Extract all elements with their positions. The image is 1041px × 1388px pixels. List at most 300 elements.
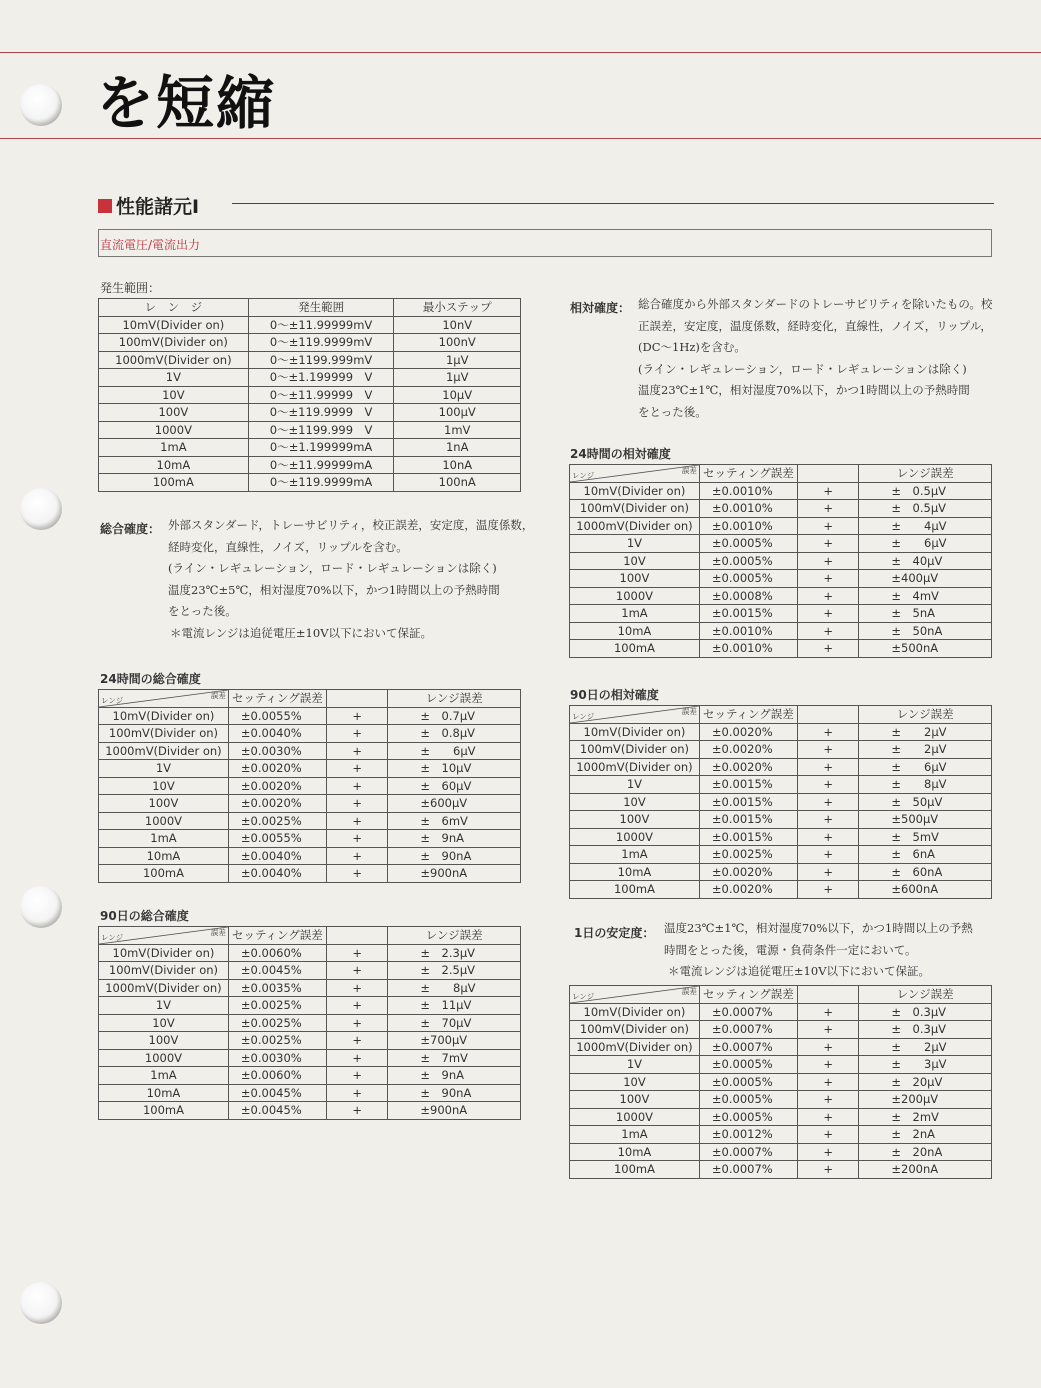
binder-hole: [20, 488, 62, 530]
acc90-rel-table: [569, 705, 992, 899]
range-axis-label: レンジ: [101, 932, 124, 942]
range-cell: 100mV(Divider on): [570, 741, 700, 759]
plus-cell: +: [326, 812, 388, 830]
section-marker-icon: [98, 199, 112, 213]
setting-error-cell: ±0.0010%: [699, 482, 797, 500]
range-cell: 1mA: [570, 605, 700, 623]
text-line: (ライン・レギュレーション，ロード・レギュレーションは除く): [638, 361, 967, 376]
binder-hole: [20, 84, 62, 126]
plus-cell: +: [797, 570, 859, 588]
range-cell: 10mA: [570, 863, 700, 881]
range-error-cell: ± 9nA: [388, 1067, 521, 1085]
range-error-cell: ±900nA: [388, 1102, 521, 1120]
range-error-cell: ± 90nA: [388, 1084, 521, 1102]
table-row: [570, 1108, 992, 1126]
table-row: [570, 622, 992, 640]
setting-error-cell: ±0.0020%: [699, 863, 797, 881]
setting-error-cell: ±0.0020%: [699, 758, 797, 776]
setting-error-cell: ±0.0025%: [699, 846, 797, 864]
text-line: をとった後。: [168, 604, 237, 618]
range-cell: 1mA: [570, 1126, 700, 1144]
table-row: [570, 1161, 992, 1179]
header-row: [570, 465, 992, 483]
table-cell: 10mV(Divider on): [99, 316, 249, 334]
table-row: [570, 811, 992, 829]
range-error-cell: ± 0.3μV: [859, 1021, 992, 1039]
range-cell: 10V: [99, 1014, 229, 1032]
range-error-cell: ±600μV: [388, 795, 521, 813]
section-title: 性能諸元Ⅰ: [116, 196, 200, 218]
table-row: [570, 723, 992, 741]
range-cell: 100V: [570, 570, 700, 588]
total-accuracy-text: [168, 515, 533, 644]
plus-cell: +: [797, 622, 859, 640]
range-error-cell: ± 6μV: [859, 758, 992, 776]
subtitle: 直流電圧/電流出力: [100, 238, 201, 252]
range-error-cell: ± 4μV: [859, 517, 992, 535]
table-cell: 0～±119.9999mV: [248, 334, 394, 352]
stability-text: [664, 918, 973, 983]
header-row: [99, 927, 521, 945]
table-cell: 1mV: [394, 421, 521, 439]
plus-cell: +: [326, 944, 388, 962]
plus-cell: +: [797, 1126, 859, 1144]
plus-cell: +: [797, 758, 859, 776]
range-error-cell: ± 5mV: [859, 828, 992, 846]
table-cell: 0～±11.99999mA: [248, 456, 394, 474]
range-error-cell: ± 3μV: [859, 1056, 992, 1074]
error-axis-label: 誤差: [210, 928, 226, 937]
setting-error-cell: ±0.0060%: [228, 944, 326, 962]
plus-cell: +: [326, 795, 388, 813]
setting-error-cell: ±0.0005%: [699, 570, 797, 588]
plus-cell: +: [797, 640, 859, 658]
col-header-blank: [326, 927, 388, 945]
table-row: [570, 846, 992, 864]
range-error-cell: ±200nA: [859, 1161, 992, 1179]
range-cell: 1000V: [570, 1108, 700, 1126]
plus-cell: +: [797, 811, 859, 829]
plus-cell: +: [797, 552, 859, 570]
setting-error-cell: ±0.0030%: [228, 742, 326, 760]
col-header-blank: [797, 706, 859, 724]
table-cell: 10nA: [394, 456, 521, 474]
table-cell: 1μV: [394, 369, 521, 387]
range-error-cell: ± 6nA: [859, 846, 992, 864]
table-row: [99, 830, 521, 848]
plus-cell: +: [326, 725, 388, 743]
setting-error-cell: ±0.0010%: [699, 517, 797, 535]
range-error-cell: ± 2μV: [859, 741, 992, 759]
col-header-range-error: レンジ誤差: [388, 690, 521, 708]
range-error-cell: ± 0.3μV: [859, 1003, 992, 1021]
range-cell: 1000V: [570, 587, 700, 605]
table-row: [570, 587, 992, 605]
range-error-cell: ±400μV: [859, 570, 992, 588]
text-line: 正誤差，安定度，温度係数，経時変化，直線性，ノイズ，リップル，: [638, 318, 992, 333]
plus-cell: +: [326, 1067, 388, 1085]
table-row: [570, 517, 992, 535]
range-error-cell: ± 0.5μV: [859, 500, 992, 518]
setting-error-cell: ±0.0035%: [228, 979, 326, 997]
diagonal-header-cell: [99, 690, 229, 708]
plus-cell: +: [797, 828, 859, 846]
range-cell: 100mV(Divider on): [570, 1021, 700, 1039]
table-cell: 0～±11.99999mV: [248, 316, 394, 334]
plus-cell: +: [326, 742, 388, 760]
plus-cell: +: [797, 517, 859, 535]
table-cell: 1mA: [99, 439, 249, 457]
range-cell: 1000mV(Divider on): [570, 1038, 700, 1056]
text-line: (ライン・レギュレーション，ロード・レギュレーションは除く): [168, 561, 497, 575]
range-cell: 10V: [570, 793, 700, 811]
text-line: 温度23℃±1℃，相対湿度70%以下，かつ1時間以上の予熱: [664, 921, 973, 935]
range-cell: 100mA: [570, 1161, 700, 1179]
acc90-total-table: [98, 926, 521, 1120]
plus-cell: +: [326, 1049, 388, 1067]
table-row: [99, 847, 521, 865]
plus-cell: +: [797, 1056, 859, 1074]
setting-error-cell: ±0.0010%: [699, 500, 797, 518]
range-error-cell: ± 2μV: [859, 723, 992, 741]
table-row: [570, 1038, 992, 1056]
table-cell: 10mA: [99, 456, 249, 474]
table-row: [570, 605, 992, 623]
range-error-cell: ±600nA: [859, 881, 992, 899]
range-cell: 10mV(Divider on): [99, 707, 229, 725]
setting-error-cell: ±0.0012%: [699, 1126, 797, 1144]
table-row: [99, 474, 521, 492]
plus-cell: +: [326, 1014, 388, 1032]
table-cell: 0～±1199.999mV: [248, 351, 394, 369]
setting-error-cell: ±0.0020%: [228, 777, 326, 795]
plus-cell: +: [326, 760, 388, 778]
error-axis-label: 誤差: [681, 466, 697, 475]
range-cell: 1V: [570, 535, 700, 553]
error-axis-label: 誤差: [681, 707, 697, 716]
setting-error-cell: ±0.0030%: [228, 1049, 326, 1067]
range-error-cell: ± 70μV: [388, 1014, 521, 1032]
range-cell: 1mA: [99, 830, 229, 848]
text-line: をとった後。: [638, 404, 707, 419]
range-cell: 100mV(Divider on): [570, 500, 700, 518]
table-row: [570, 758, 992, 776]
setting-error-cell: ±0.0007%: [699, 1021, 797, 1039]
table-row: [99, 944, 521, 962]
col-header-blank: [326, 690, 388, 708]
setting-error-cell: ±0.0040%: [228, 847, 326, 865]
table-row: [99, 865, 521, 883]
setting-error-cell: ±0.0045%: [228, 1084, 326, 1102]
range-error-cell: ± 40μV: [859, 552, 992, 570]
table-row: [99, 439, 521, 457]
plus-cell: +: [797, 741, 859, 759]
table-cell: 100V: [99, 404, 249, 422]
table-row: [99, 1102, 521, 1120]
table-cell: 1V: [99, 369, 249, 387]
setting-error-cell: ±0.0045%: [228, 1102, 326, 1120]
table-row: [99, 997, 521, 1015]
table-cell: 100mA: [99, 474, 249, 492]
setting-error-cell: ±0.0015%: [699, 811, 797, 829]
table-row: [99, 1084, 521, 1102]
col-header: 発生範囲: [248, 299, 394, 317]
plus-cell: +: [797, 863, 859, 881]
table-row: [570, 863, 992, 881]
generation-table: [98, 298, 521, 492]
range-cell: 100V: [99, 795, 229, 813]
col-header-setting: セッティング誤差: [699, 706, 797, 724]
range-error-cell: ± 2μV: [859, 1038, 992, 1056]
range-cell: 100V: [570, 811, 700, 829]
binder-hole: [20, 886, 62, 928]
table-cell: 1000mV(Divider on): [99, 351, 249, 369]
table-cell: 0～±11.99999 V: [248, 386, 394, 404]
diagonal-header-cell: [570, 706, 700, 724]
range-cell: 1000mV(Divider on): [99, 742, 229, 760]
col-header-range-error: レンジ誤差: [388, 927, 521, 945]
text-line: 経時変化，直線性，ノイズ，リップルを含む。: [168, 539, 408, 554]
range-cell: 1000V: [570, 828, 700, 846]
plus-cell: +: [326, 830, 388, 848]
setting-error-cell: ±0.0040%: [228, 865, 326, 883]
range-cell: 100mV(Divider on): [99, 725, 229, 743]
relative-accuracy-text: [638, 294, 992, 423]
plus-cell: +: [797, 723, 859, 741]
error-axis-label: 誤差: [210, 691, 226, 700]
text-line: 温度23℃±1℃，相対湿度70%以下，かつ1時間以上の予熱時間: [638, 383, 970, 397]
table-row: [99, 962, 521, 980]
plus-cell: +: [326, 707, 388, 725]
range-error-cell: ± 20μV: [859, 1073, 992, 1091]
range-cell: 1V: [570, 1056, 700, 1074]
range-cell: 1000V: [99, 812, 229, 830]
table-row: [570, 741, 992, 759]
plus-cell: +: [326, 847, 388, 865]
range-cell: 100mV(Divider on): [99, 962, 229, 980]
range-error-cell: ± 5nA: [859, 605, 992, 623]
range-cell: 10mV(Divider on): [570, 723, 700, 741]
setting-error-cell: ±0.0020%: [699, 881, 797, 899]
range-error-cell: ± 50nA: [859, 622, 992, 640]
setting-error-cell: ±0.0055%: [228, 830, 326, 848]
range-axis-label: レンジ: [572, 470, 595, 480]
text-line: (DC～1Hz)を含む。: [638, 340, 746, 354]
header-rule-top: [0, 52, 1041, 53]
acc24-total-table: [98, 689, 521, 883]
table-cell: 0～±1.199999mA: [248, 439, 394, 457]
setting-error-cell: ±0.0005%: [699, 1073, 797, 1091]
table-row: [570, 1143, 992, 1161]
setting-error-cell: ±0.0045%: [228, 962, 326, 980]
header-row: [570, 986, 992, 1004]
section-rule: [232, 203, 994, 204]
acc90-rel-title: 90日の相対確度: [570, 688, 659, 702]
range-error-cell: ±900nA: [388, 865, 521, 883]
setting-error-cell: ±0.0055%: [228, 707, 326, 725]
range-cell: 10V: [570, 552, 700, 570]
plus-cell: +: [797, 846, 859, 864]
range-error-cell: ± 6μV: [388, 742, 521, 760]
binder-hole: [20, 1282, 62, 1324]
relative-accuracy-label: 相対確度：: [570, 301, 631, 315]
range-cell: 1mA: [570, 846, 700, 864]
table-cell: 100μV: [394, 404, 521, 422]
range-error-cell: ± 7mV: [388, 1049, 521, 1067]
range-error-cell: ± 4mV: [859, 587, 992, 605]
table-row: [99, 421, 521, 439]
table-row: [570, 552, 992, 570]
table-cell: 1000V: [99, 421, 249, 439]
setting-error-cell: ±0.0060%: [228, 1067, 326, 1085]
table-row: [99, 1067, 521, 1085]
range-cell: 1V: [99, 760, 229, 778]
range-axis-label: レンジ: [572, 711, 595, 721]
range-error-cell: ± 2nA: [859, 1126, 992, 1144]
table-row: [570, 1073, 992, 1091]
plus-cell: +: [326, 1102, 388, 1120]
setting-error-cell: ±0.0007%: [699, 1161, 797, 1179]
table-cell: 100nA: [394, 474, 521, 492]
acc90-total-title: 90日の総合確度: [100, 909, 189, 923]
table-cell: 0～±1.199999 V: [248, 369, 394, 387]
setting-error-cell: ±0.0007%: [699, 1143, 797, 1161]
range-cell: 100mA: [570, 881, 700, 899]
range-cell: 1000V: [99, 1049, 229, 1067]
plus-cell: +: [797, 605, 859, 623]
range-error-cell: ± 0.8μV: [388, 725, 521, 743]
range-error-cell: ± 2.5μV: [388, 962, 521, 980]
range-cell: 10V: [570, 1073, 700, 1091]
col-header-range-error: レンジ誤差: [859, 465, 992, 483]
table-cell: 0～±1199.999 V: [248, 421, 394, 439]
plus-cell: +: [326, 1032, 388, 1050]
range-cell: 1000mV(Divider on): [570, 758, 700, 776]
plus-cell: +: [326, 997, 388, 1015]
table-row: [99, 351, 521, 369]
total-accuracy-label: 総合確度：: [100, 522, 161, 536]
setting-error-cell: ±0.0008%: [699, 587, 797, 605]
text-line: 時間をとった後，電源・負荷条件一定において。: [664, 942, 917, 957]
table-row: [99, 386, 521, 404]
table-cell: 10μV: [394, 386, 521, 404]
plus-cell: +: [797, 881, 859, 899]
table-row: [570, 640, 992, 658]
setting-error-cell: ±0.0005%: [699, 1091, 797, 1109]
range-error-cell: ±500μV: [859, 811, 992, 829]
setting-error-cell: ±0.0015%: [699, 605, 797, 623]
setting-error-cell: ±0.0005%: [699, 552, 797, 570]
col-header-range-error: レンジ誤差: [859, 986, 992, 1004]
setting-error-cell: ±0.0007%: [699, 1003, 797, 1021]
range-error-cell: ± 8μV: [388, 979, 521, 997]
table-cell: 1μV: [394, 351, 521, 369]
range-cell: 10mA: [570, 622, 700, 640]
diagonal-header-cell: [570, 465, 700, 483]
table-row: [570, 1126, 992, 1144]
table-row: [570, 1003, 992, 1021]
col-header-setting: セッティング誤差: [228, 690, 326, 708]
setting-error-cell: ±0.0025%: [228, 1032, 326, 1050]
diagonal-header-cell: [570, 986, 700, 1004]
table-row: [570, 1056, 992, 1074]
plus-cell: +: [797, 587, 859, 605]
setting-error-cell: ±0.0025%: [228, 997, 326, 1015]
range-error-cell: ± 0.5μV: [859, 482, 992, 500]
col-header-setting: セッティング誤差: [699, 986, 797, 1004]
col-header: 最小ステップ: [394, 299, 521, 317]
col-header-blank: [797, 986, 859, 1004]
table-row: [570, 776, 992, 794]
table-cell: 1nA: [394, 439, 521, 457]
range-error-cell: ±200μV: [859, 1091, 992, 1109]
plus-cell: +: [797, 1003, 859, 1021]
setting-error-cell: ±0.0020%: [228, 795, 326, 813]
col-header: レ ン ジ: [99, 299, 249, 317]
table-row: [99, 979, 521, 997]
range-cell: 10mV(Divider on): [570, 482, 700, 500]
table-cell: 100mV(Divider on): [99, 334, 249, 352]
range-cell: 1V: [570, 776, 700, 794]
plus-cell: +: [326, 962, 388, 980]
setting-error-cell: ±0.0020%: [228, 760, 326, 778]
generation-label: 発生範囲：: [100, 281, 161, 295]
range-axis-label: レンジ: [572, 991, 595, 1001]
setting-error-cell: ±0.0025%: [228, 812, 326, 830]
plus-cell: +: [797, 1073, 859, 1091]
table-row: [99, 795, 521, 813]
table-cell: 100nV: [394, 334, 521, 352]
table-row: [570, 881, 992, 899]
range-cell: 100mA: [99, 865, 229, 883]
plus-cell: +: [797, 1161, 859, 1179]
range-error-cell: ± 6μV: [859, 535, 992, 553]
range-axis-label: レンジ: [101, 695, 124, 705]
setting-error-cell: ±0.0015%: [699, 776, 797, 794]
col-header-setting: セッティング誤差: [699, 465, 797, 483]
plus-cell: +: [326, 979, 388, 997]
diagonal-header-cell: [99, 927, 229, 945]
range-cell: 1V: [99, 997, 229, 1015]
range-error-cell: ±500nA: [859, 640, 992, 658]
range-cell: 10mA: [99, 1084, 229, 1102]
range-error-cell: ± 11μV: [388, 997, 521, 1015]
col-header-range-error: レンジ誤差: [859, 706, 992, 724]
plus-cell: +: [797, 1143, 859, 1161]
subtitle-box: [98, 229, 992, 257]
table-row: [99, 369, 521, 387]
text-line: ＊電流レンジは追従電圧±10V以下において保証。: [170, 625, 432, 640]
table-cell: 10V: [99, 386, 249, 404]
range-error-cell: ± 60μV: [388, 777, 521, 795]
table-row: [99, 1049, 521, 1067]
plus-cell: +: [797, 482, 859, 500]
range-error-cell: ± 2.3μV: [388, 944, 521, 962]
text-line: ＊電流レンジは追従電圧±10V以下において保証。: [668, 964, 930, 978]
table-row: [570, 828, 992, 846]
plus-cell: +: [797, 500, 859, 518]
setting-error-cell: ±0.0020%: [699, 723, 797, 741]
table-row: [99, 456, 521, 474]
stability-table: [569, 985, 992, 1179]
range-cell: 1000mV(Divider on): [99, 979, 229, 997]
range-error-cell: ± 90nA: [388, 847, 521, 865]
plus-cell: +: [797, 535, 859, 553]
header-row: [570, 706, 992, 724]
plus-cell: +: [797, 1021, 859, 1039]
range-cell: 100mA: [570, 640, 700, 658]
setting-error-cell: ±0.0020%: [699, 741, 797, 759]
